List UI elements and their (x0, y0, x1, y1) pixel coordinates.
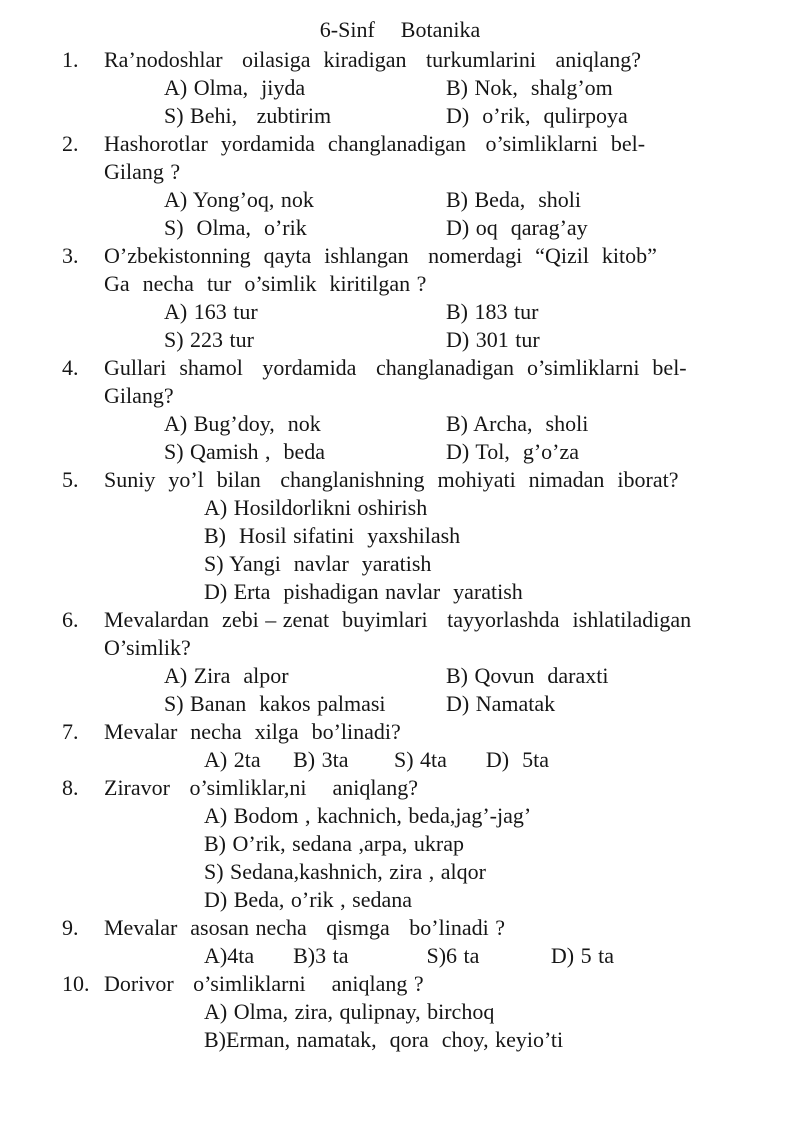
option-label: A) Olma, jiyda (164, 75, 306, 100)
question-text: Mevalar necha xilga bo’linadi? (104, 719, 401, 744)
option-row (104, 186, 772, 214)
question-item (62, 774, 772, 914)
question-text: Hashorotlar yordamida changlanadigan o’simliklarni bel- (104, 131, 646, 156)
question-body (104, 718, 772, 774)
question-number: 8. (62, 775, 79, 800)
question-number: 10. (62, 971, 90, 996)
option-row (104, 858, 772, 886)
option-row (104, 1026, 772, 1054)
option-label: A) Olma, zira, qulipnay, birchoq (204, 999, 495, 1024)
option-label: B) Qovun daraxti (446, 663, 609, 688)
option-label: A) Bodom , kachnich, beda,jag’-jag’ (204, 803, 532, 828)
option-row (104, 942, 772, 970)
questions-list (62, 46, 772, 1054)
option-row (104, 298, 772, 326)
option-label: A) Bug’doy, nok (164, 411, 321, 436)
option-label: S) Qamish , beda (164, 439, 326, 464)
question-text: Gilang? (104, 383, 174, 408)
question-text: Ziravor o’simliklar,ni aniqlang? (104, 775, 419, 800)
question-text: Suniy yo’l bilan changlanishning mohiyati nimadan iborat? (104, 467, 679, 492)
question-number: 9. (62, 915, 79, 940)
option-label: A) Hosildorlikni oshirish (204, 495, 428, 520)
question-item (62, 718, 772, 774)
question-item (62, 606, 772, 718)
question-number: 3. (62, 243, 79, 268)
option-label: S) Banan kakos palmasi (164, 691, 386, 716)
option-label: D) Tol, g’o’za (446, 439, 580, 464)
option-label: S) Yangi navlar yaratish (204, 551, 432, 576)
option-label: S) Sedana,kashnich, zira , alqor (204, 859, 486, 884)
question-number: 1. (62, 47, 79, 72)
option-label: S) Olma, o’rik (164, 215, 307, 240)
question-item (62, 354, 772, 466)
question-body (104, 606, 772, 718)
option-label: B) Beda, sholi (446, 187, 581, 212)
question-text: Dorivor o’simliklarni aniqlang ? (104, 971, 424, 996)
option-row (104, 494, 772, 522)
option-label: B) 183 tur (446, 299, 539, 324)
option-label: D) o’rik, qulirpoya (446, 103, 628, 128)
question-number: 7. (62, 719, 79, 744)
question-number: 4. (62, 355, 79, 380)
question-number: 5. (62, 467, 79, 492)
option-label: B)Erman, namatak, qora choy, keyio’ti (204, 1027, 564, 1052)
question-body (104, 46, 772, 130)
option-row (104, 214, 772, 242)
option-label: D) 301 tur (446, 327, 540, 352)
option-label: A) 163 tur (164, 299, 258, 324)
question-text: Mevalardan zebi – zenat buyimlari tayyorlashda ishlatiladigan (104, 607, 692, 632)
option-row (104, 998, 772, 1026)
option-row (104, 522, 772, 550)
question-body (104, 242, 772, 354)
option-label: S) Behi, zubtirim (164, 103, 332, 128)
option-row (104, 662, 772, 690)
question-text: O’simlik? (104, 635, 191, 660)
question-number: 2. (62, 131, 79, 156)
question-text: Ra’nodoshlar oilasiga kiradigan turkumlarini aniqlang? (104, 47, 642, 72)
option-row (104, 410, 772, 438)
option-label: D) Beda, o’rik , sedana (204, 887, 413, 912)
option-row (104, 326, 772, 354)
option-label: A) Zira alpor (164, 663, 289, 688)
option-row (104, 830, 772, 858)
question-text: Gilang ? (104, 159, 181, 184)
question-number: 6. (62, 607, 79, 632)
question-item (62, 242, 772, 354)
option-label: S) 223 tur (164, 327, 254, 352)
option-label: A) Yong’oq, nok (164, 187, 314, 212)
question-item (62, 466, 772, 606)
question-text: O’zbekistonning qayta ishlangan nomerdagi “Qizil kitob” (104, 243, 657, 268)
option-label: A)4ta B)3 ta S)6 ta D) 5 ta (204, 943, 614, 968)
question-text: Ga necha tur o’simlik kiritilgan ? (104, 271, 427, 296)
option-label: B) O’rik, sedana ,arpa, ukrap (204, 831, 464, 856)
option-row (104, 102, 772, 130)
option-row (104, 74, 772, 102)
option-row (104, 886, 772, 914)
option-row (104, 746, 772, 774)
question-item (62, 914, 772, 970)
option-label: B) Archa, sholi (446, 411, 589, 436)
option-row (104, 578, 772, 606)
question-text: Gullari shamol yordamida changlanadigan o’simliklarni bel- (104, 355, 687, 380)
option-label: D) Erta pishadigan navlar yaratish (204, 579, 523, 604)
question-item (62, 970, 772, 1054)
question-text: Mevalar asosan necha qismga bo’linadi ? (104, 915, 505, 940)
question-item (62, 130, 772, 242)
option-row (104, 550, 772, 578)
question-body (104, 130, 772, 242)
option-label: D) oq qarag’ay (446, 215, 588, 240)
question-body (104, 354, 772, 466)
option-label: D) Namatak (446, 691, 556, 716)
option-row (104, 690, 772, 718)
question-body (104, 970, 772, 1054)
document-title: 6-Sinf Botanika (319, 17, 481, 42)
option-label: B) Hosil sifatini yaxshilash (204, 523, 461, 548)
question-body (104, 466, 772, 606)
question-body (104, 914, 772, 970)
question-body (104, 774, 772, 914)
option-row (104, 802, 772, 830)
question-item (62, 46, 772, 130)
option-row (104, 438, 772, 466)
option-label: B) Nok, shalg’om (446, 75, 613, 100)
option-label: A) 2ta B) 3ta S) 4ta D) 5ta (204, 747, 549, 772)
